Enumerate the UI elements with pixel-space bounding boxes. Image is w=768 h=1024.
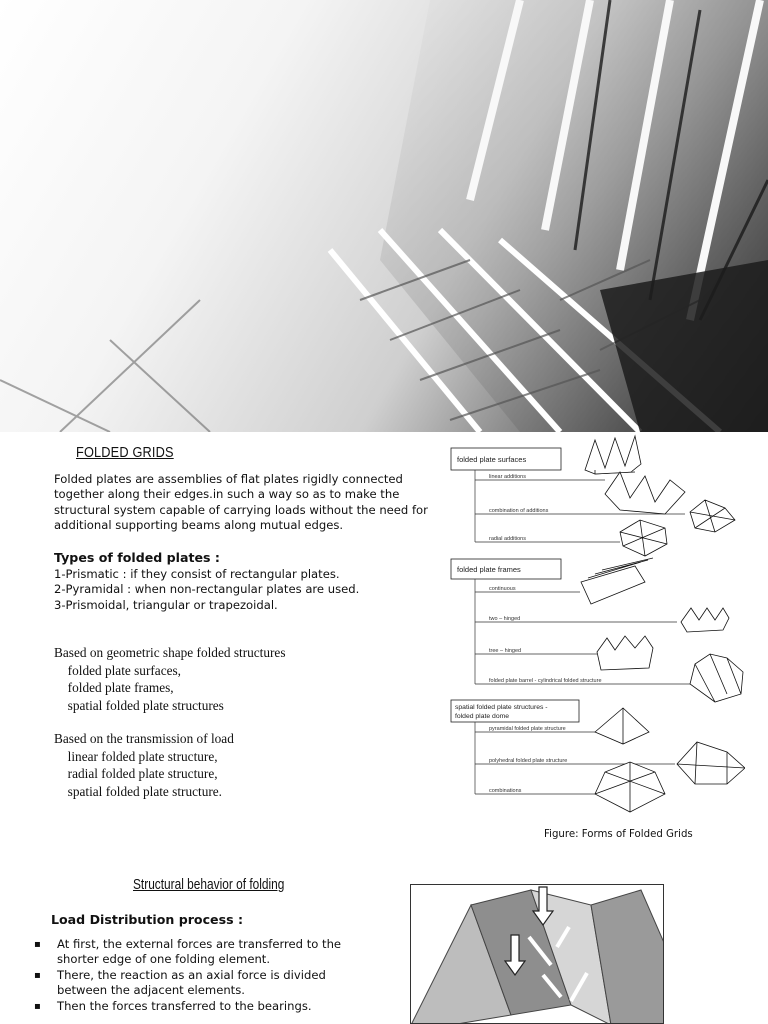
sketch-radial — [620, 520, 667, 556]
load-item: spatial folded plate structure. — [54, 783, 209, 799]
sketch-polyhedral — [677, 742, 745, 784]
branch-label: linear additions — [489, 474, 526, 480]
types-heading: Types of folded plates : — [54, 550, 220, 565]
branch-label: combinations — [489, 788, 522, 794]
load-distribution-list — [34, 937, 364, 1014]
section-title-structural-behavior: Structural behavior of folding — [133, 877, 285, 893]
branch-label: continuous — [489, 586, 516, 592]
type-item: 3-Prismoidal, triangular or trapezoidal. — [54, 597, 278, 612]
branch-label: tree – hinged — [489, 648, 522, 654]
types-list — [54, 567, 434, 613]
intro-paragraph: Folded plates are assemblies of flat plates rigidly connected together along their edges.in such a way so as to make the structural system capable of carrying loads without the need for additional supporting beams along mutual edges. — [54, 472, 428, 532]
type-item: 1-Prismatic : if they consist of rectangular plates. — [54, 567, 340, 581]
sketch-pyramidal — [595, 708, 649, 744]
sketch-linear — [585, 436, 641, 474]
list-item: ▪ At first, the external forces are transferred to the shorter edge of one folding element. — [34, 937, 364, 968]
sketch-continuous — [581, 558, 653, 604]
list-item: ▪ Then the forces transferred to the bearings. — [34, 999, 364, 1014]
section-title-folded-grids: FOLDED GRIDS — [76, 444, 174, 461]
sketch-three-hinged — [597, 636, 653, 670]
sketch-combination — [605, 472, 685, 514]
figure-box-label: folded plate surfaces — [457, 455, 527, 464]
sketch-dome-plate — [690, 500, 735, 532]
figure-box-label: folded plate frames — [457, 565, 521, 574]
figure-sketches — [581, 436, 745, 812]
folding-load-diagram — [410, 884, 664, 1024]
figure-box-label-part: folded plate dome — [455, 713, 510, 720]
figure-caption: Figure: Forms of Folded Grids — [544, 829, 693, 840]
load-block — [54, 730, 234, 800]
load-heading: Based on the transmission of load — [54, 731, 234, 746]
sketch-combinations — [595, 762, 665, 812]
hero-architecture-photo — [0, 0, 768, 432]
branch-label: polyhedral folded plate structure — [489, 758, 568, 764]
figure-box-label-part: spatial folded plate structures - — [455, 704, 548, 711]
branch-label: radial additions — [489, 536, 526, 542]
list-item: ▪ There, the reaction as an axial force is divided between the adjacent elements. — [34, 968, 364, 999]
geometric-item: folded plate surfaces, — [54, 662, 168, 678]
geometric-block — [54, 644, 286, 714]
branch-label: folded plate barrel - cylindrical folded structure — [489, 678, 602, 684]
sketch-barrel — [690, 654, 743, 702]
type-item: 2-Pyramidal : when non-rectangular plates are used. — [54, 582, 360, 597]
branch-label: two – hinged — [489, 616, 521, 622]
branch-label: combination of additions — [489, 508, 549, 514]
geometric-item: folded plate frames, — [54, 680, 160, 695]
forms-of-folded-grids-figure — [445, 432, 745, 832]
load-distribution-heading: Load Distribution process : — [51, 912, 244, 927]
sketch-two-hinged — [681, 608, 729, 632]
load-item: linear folded plate structure, — [54, 748, 204, 764]
load-item: radial folded plate structure, — [54, 766, 204, 781]
geometric-item: spatial folded plate structures — [54, 697, 211, 713]
geometric-heading: Based on geometric shape folded structures — [54, 645, 286, 660]
branch-label: pyramidal folded plate structure — [489, 726, 566, 732]
